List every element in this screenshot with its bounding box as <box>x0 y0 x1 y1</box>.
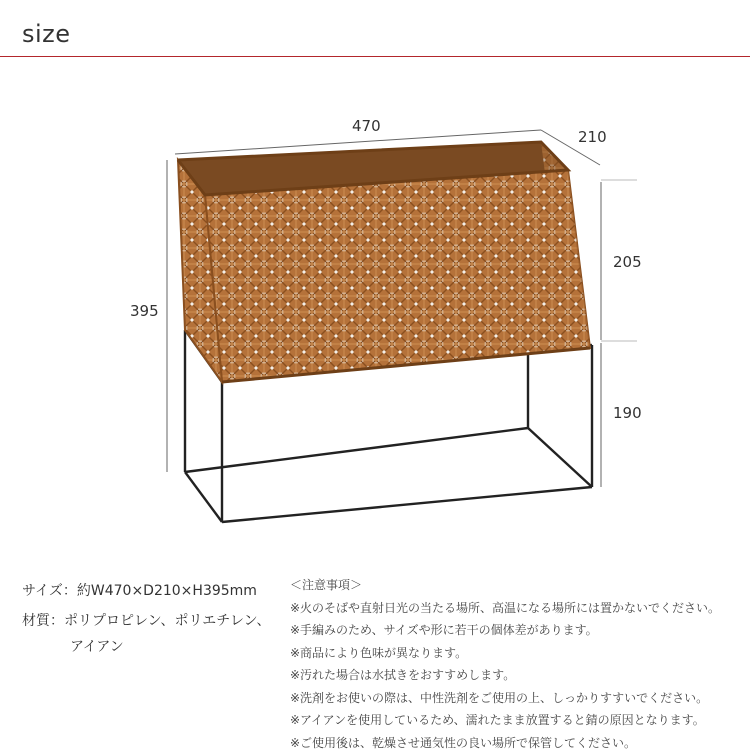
width-label: 470 <box>352 117 381 135</box>
stand-height-label: 190 <box>613 404 642 422</box>
material-spec-label: 材質： <box>22 608 64 634</box>
material-spec-value-line1: ポリプロピレン、ポリエチレン、 <box>64 608 271 634</box>
material-spec-row <box>22 608 271 634</box>
size-spec-value: 約W470×D210×H395mm <box>77 578 257 604</box>
caution-note-item: ※ご使用後は、乾燥させ通気性の良い場所で保管してください。 <box>290 732 720 754</box>
section-title: size <box>22 20 71 48</box>
caution-notes <box>290 574 720 754</box>
caution-note-item: ※火のそばや直射日光の当たる場所、高温になる場所には置かないでください。 <box>290 597 720 620</box>
size-spec-row <box>22 578 271 604</box>
total-height-label: 395 <box>130 302 159 320</box>
caution-note-item: ※手編みのため、サイズや形に若干の個体差があります。 <box>290 619 720 642</box>
size-spec-label: サイズ： <box>22 578 77 604</box>
caution-notes-title: ＜注意事項＞ <box>290 574 720 597</box>
caution-note-item: ※洗剤をお使いの際は、中性洗剤をご使用の上、しっかりすすいでください。 <box>290 687 720 710</box>
caution-note-item: ※汚れた場合は水拭きをおすすめします。 <box>290 664 720 687</box>
rattan-basket <box>178 142 590 382</box>
depth-label: 210 <box>578 128 607 146</box>
spec-block <box>22 578 271 660</box>
material-spec-value-line2: アイアン <box>22 634 271 660</box>
caution-note-item: ※アイアンを使用しているため、濡れたまま放置すると錆の原因となります。 <box>290 709 720 732</box>
basket-height-label: 205 <box>613 253 642 271</box>
caution-note-item: ※商品により色味が異なります。 <box>290 642 720 665</box>
